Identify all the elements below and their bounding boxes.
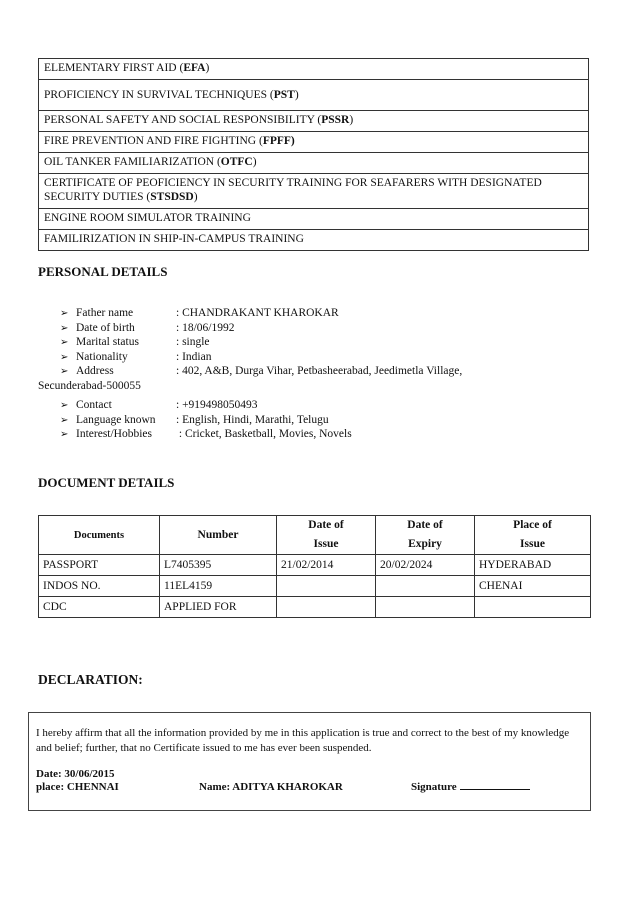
col-documents: Documents (39, 516, 160, 555)
personal-details-list-2 (60, 398, 352, 442)
certificate-row (39, 230, 589, 251)
certificate-cell: PERSONAL SAFETY AND SOCIAL RESPONSIBILITY (PSSR) (39, 111, 589, 132)
address-continuation: Secunderabad-500055 (38, 380, 141, 392)
table-header-row (39, 516, 591, 555)
certificate-row (39, 174, 589, 209)
certificates-table (38, 58, 589, 251)
detail-item: ➢ Address : 402, A&B, Durga Vihar, Petbasheerabad, Jeedimetla Village, (60, 364, 462, 379)
col-date-issue: Date of Issue (277, 516, 376, 555)
certificate-cell: CERTIFICATE OF PEOFICIENCY IN SECURITY TRAINING FOR SEAFARERS WITH DESIGNATED SECURITY DUTIES (STSDSD) (39, 174, 589, 209)
certificate-cell: OIL TANKER FAMILIARIZATION (OTFC) (39, 153, 589, 174)
col-place-issue: Place of Issue (475, 516, 591, 555)
col-date-expiry: Date of Expiry (376, 516, 475, 555)
documents-table (38, 515, 591, 618)
certificate-row (39, 80, 589, 111)
detail-item: ➢ Language known : English, Hindi, Marathi, Telugu (60, 413, 352, 428)
certificate-cell: FIRE PREVENTION AND FIRE FIGHTING (FPFF) (39, 132, 589, 153)
declaration-footer (36, 780, 584, 794)
arrow-bullet-icon: ➢ (60, 429, 69, 440)
table-row: PASSPORT L7405395 21/02/2014 20/02/2024 HYDERABAD (39, 555, 591, 576)
declaration-place: place: CHENNAI (36, 781, 119, 793)
declaration-name: Name: ADITYA KHAROKAR (199, 781, 343, 793)
declaration-text: I hereby affirm that all the information provided by me in this application is true and correct to the best of my knowledge and belief; further, that no Certificate issued to me has ever been suspended. (36, 727, 570, 754)
arrow-bullet-icon: ➢ (60, 366, 69, 377)
arrow-bullet-icon: ➢ (60, 308, 69, 319)
col-number: Number (160, 516, 277, 555)
personal-details-list (60, 306, 462, 379)
signature-line (460, 780, 530, 790)
certificate-row (39, 153, 589, 174)
detail-item: ➢ Date of birth : 18/06/1992 (60, 321, 462, 336)
document-details-heading: DOCUMENT DETAILS (38, 475, 175, 490)
certificate-row (39, 59, 589, 80)
arrow-bullet-icon: ➢ (60, 337, 69, 348)
arrow-bullet-icon: ➢ (60, 414, 69, 426)
table-row: CDC APPLIED FOR (39, 597, 591, 618)
declaration-date: Date: 30/06/2015 (36, 768, 115, 780)
personal-details-heading: PERSONAL DETAILS (38, 264, 168, 279)
arrow-bullet-icon: ➢ (60, 351, 69, 363)
declaration-box (28, 712, 591, 811)
table-row: INDOS NO. 11EL4159 CHENAI (39, 576, 591, 597)
certificate-cell: FAMILIRIZATION IN SHIP-IN-CAMPUS TRAINING (39, 230, 589, 251)
arrow-bullet-icon: ➢ (60, 322, 69, 334)
detail-item: ➢ Marital status : single (60, 335, 462, 350)
certificate-cell: PROFICIENCY IN SURVIVAL TECHNIQUES (PST) (39, 80, 589, 111)
detail-item: ➢ Father name : CHANDRAKANT KHAROKAR (60, 306, 462, 321)
certificate-cell: ELEMENTARY FIRST AID (EFA) (39, 59, 589, 80)
detail-item: ➢ Interest/Hobbies : Cricket, Basketball, Movies, Novels (60, 427, 352, 442)
certificate-cell: ENGINE ROOM SIMULATOR TRAINING (39, 209, 589, 230)
declaration-heading: DECLARATION: (38, 672, 143, 687)
detail-item: ➢ Nationality : Indian (60, 350, 462, 365)
arrow-bullet-icon: ➢ (60, 400, 69, 411)
certificate-row (39, 209, 589, 230)
certificate-row (39, 132, 589, 153)
declaration-signature: Signature (411, 780, 530, 794)
detail-item: ➢ Contact : +919498050493 (60, 398, 352, 413)
certificate-row (39, 111, 589, 132)
